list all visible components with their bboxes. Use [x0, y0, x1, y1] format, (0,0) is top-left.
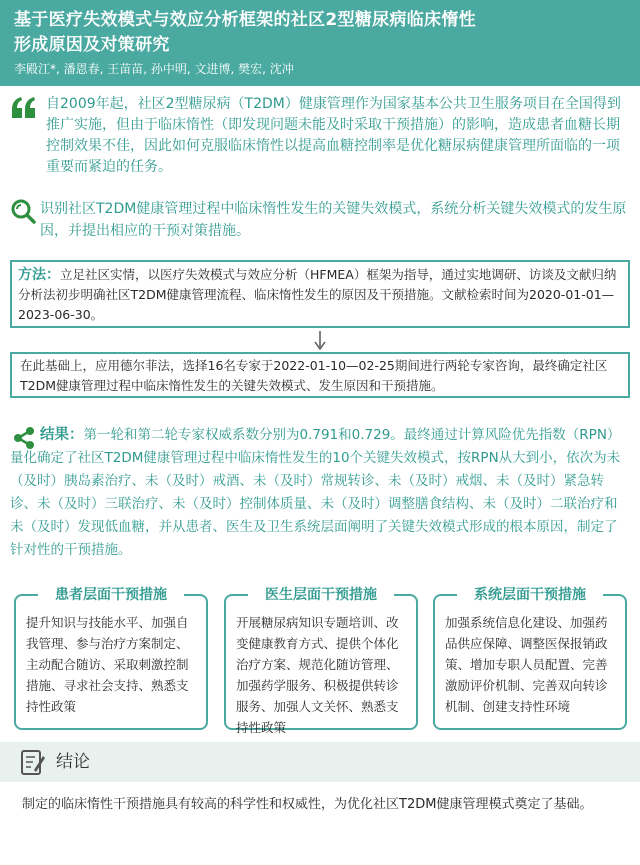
- results-paragraph: [10, 424, 630, 562]
- arrow-down-icon: [312, 330, 328, 350]
- methods-label: 方法：: [18, 267, 60, 283]
- patient-level-title: 患者层面干预措施: [38, 585, 184, 605]
- patient-level-box: [14, 587, 208, 730]
- system-level-box: [433, 587, 627, 730]
- conclusion-text: 制定的临床惰性干预措施具有较高的科学性和权威性，为优化社区T2DM健康管理模式奠定了基础。: [22, 797, 593, 812]
- background-text: 自2009年起，社区2型糖尿病（T2DM）健康管理作为国家基本公共卫生服务项目在全国得到推广实施，但由于临床惰性（即发现问题未能及时采取干预措施）的影响，造成患者血糖长期控制效果不佳，因此如何克服临床惰性以提高血糖控制率是优化糖尿病健康管理所面临的一项重要而紧迫的任务。: [46, 96, 621, 175]
- paper-title-line1: 基于医疗失效模式与效应分析框架的社区2型糖尿病临床惰性: [14, 10, 476, 30]
- paper-title-line2: 形成原因及对策研究: [14, 35, 170, 55]
- delphi-text: 在此基础上，应用德尔菲法，选择16名专家于2022-01-10—02-25期间进行两轮专家咨询，最终确定社区T2DM健康管理过程中临床惰性发生的关键失效模式、发生原因和干预措施。: [20, 358, 608, 393]
- quote-icon: [10, 96, 38, 120]
- header-banner: [0, 0, 640, 86]
- delphi-method-box: [10, 352, 630, 398]
- doctor-level-title: 医生层面干预措施: [248, 585, 394, 605]
- system-level-title: 系统层面干预措施: [457, 585, 603, 605]
- magnifier-icon: [10, 198, 36, 224]
- author-list: 李殿江*, 潘恩春, 王苗苗, 孙中明, 文进博, 樊宏, 沈冲: [14, 62, 294, 76]
- patient-level-text: 提升知识与技能水平、加强自我管理、参与治疗方案制定、主动配合随访、采取刺激控制措施、寻求社会支持、熟悉支持性政策: [26, 615, 189, 714]
- doctor-level-box: [224, 587, 418, 735]
- conclusion-header: [0, 742, 640, 782]
- notepad-icon: [20, 748, 46, 776]
- results-label: 结果：: [40, 427, 84, 443]
- objective-text: 识别社区T2DM健康管理过程中临床惰性发生的关键失效模式，系统分析关键失效模式的发生原因，并提出相应的干预对策措施。: [40, 201, 627, 239]
- doctor-level-text: 开展糖尿病知识专题培训、改变健康教育方式、提供个体化治疗方案、规范化随访管理、加强药学服务、积极提供转诊服务、加强人文关怀、熟悉支持性政策: [236, 615, 399, 735]
- results-text: 第一轮和第二轮专家权威系数分别为0.791和0.729。最终通过计算风险优先指数（RPN）量化确定了社区T2DM健康管理过程中临床惰性发生的10个关键失效模式，按RPN从大到小，依次为未（及时）胰岛素治疗、未（及时）戒酒、未（及时）常规转诊、未（及时）戒烟、未（及时）紧急转诊、未（及时）三联治疗、未（及时）控制体质量、未（及时）调整膳食结构、未（及时）二联治疗和未（及时）发现低血糖，并从患者、医生及卫生系统层面阐明了关键失效模式形成的根本原因，制定了针对性的干预措施。: [10, 427, 621, 558]
- methods-box: [10, 260, 630, 328]
- system-level-text: 加强系统信息化建设、加强药品供应保障、调整医保报销政策、增加专职人员配置、完善激励评价机制、完善双向转诊机制、创建支持性环境: [445, 615, 608, 714]
- methods-text: 立足社区实情，以医疗失效模式与效应分析（HFMEA）框架为指导，通过实地调研、访谈及文献归纳分析法初步明确社区T2DM健康管理流程、临床惰性发生的原因及干预措施。文献检索时间为2020-01-01—2023-06-30。: [18, 267, 617, 322]
- conclusion-title: 结论: [56, 752, 90, 772]
